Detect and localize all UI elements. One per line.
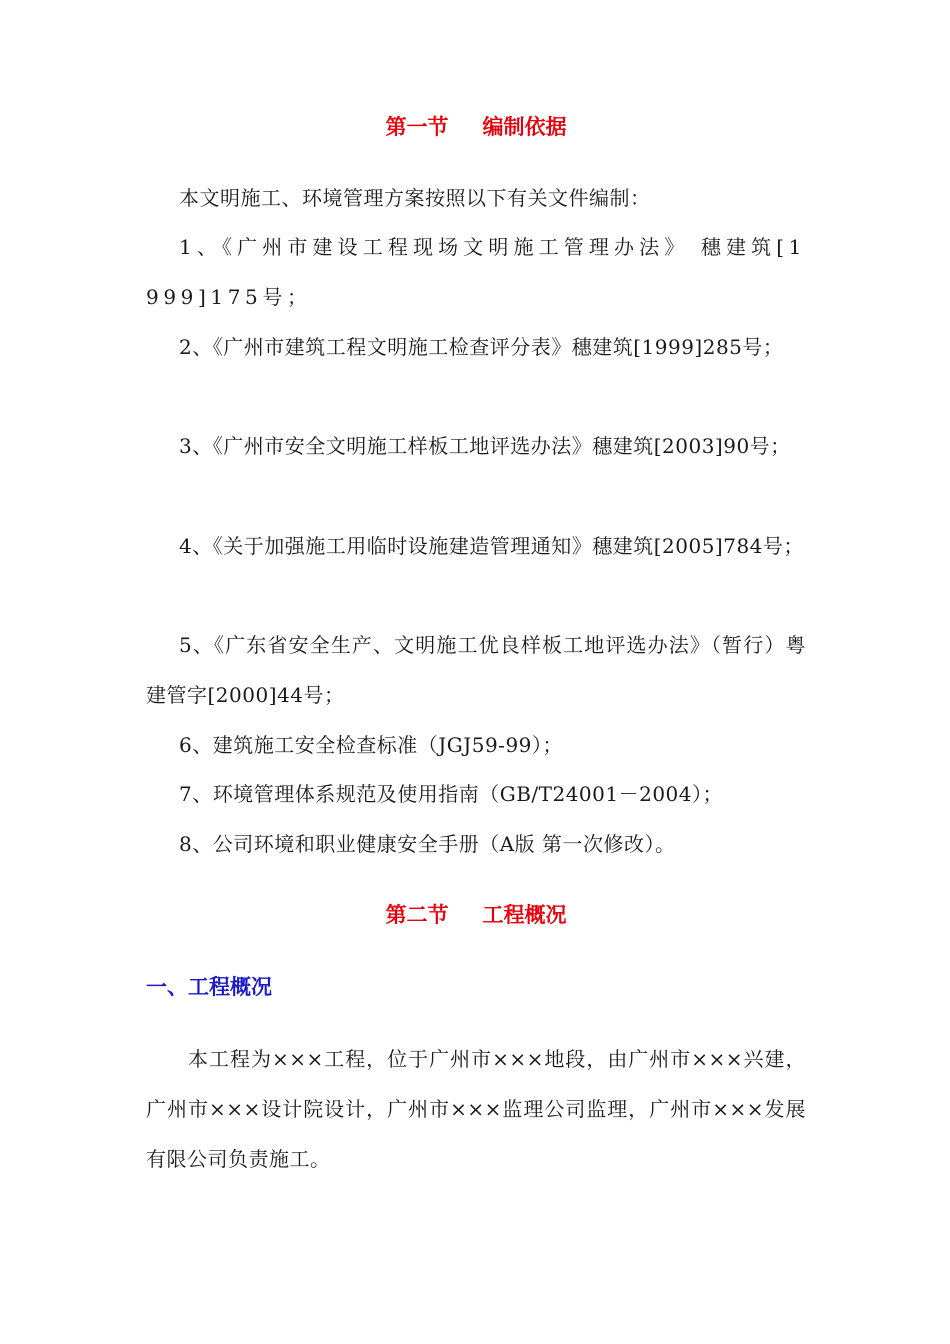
list-item-7: 7、环境管理体系规范及使用指南（GB/T24001－2004）； — [179, 782, 723, 806]
intro-paragraph: 本文明施工、环境管理方案按照以下有关文件编制： — [179, 186, 651, 210]
section-heading-2 — [146, 900, 806, 930]
list-item-5: 5、《广东省安全生产、文明施工优良样板工地评选办法》（暂行）粤建管字[2000]44号； — [146, 633, 806, 707]
section-number: 第一节 — [385, 115, 449, 139]
section-title-text: 工程概况 — [482, 903, 567, 927]
section-title-text: 编制依据 — [482, 115, 567, 139]
list-item-1: 1、《广州市建设工程现场文明施工管理办法》 穗建筑[1999]175号； — [146, 235, 806, 309]
section-number: 第二节 — [385, 903, 449, 927]
section-heading-1 — [146, 112, 806, 142]
list-item-2: 2、《广州市建筑工程文明施工检查评分表》穗建筑[1999]285号； — [179, 335, 784, 359]
list-item-4: 4、《关于加强施工用临时设施建造管理通知》穗建筑[2005]784号； — [179, 534, 804, 558]
list-item-6: 6、建筑施工安全检查标准（JGJ59-99）； — [179, 733, 563, 757]
subsection-heading: 一、工程概况 — [146, 975, 272, 999]
list-item-8: 8、公司环境和职业健康安全手册（A版 第一次修改）。 — [179, 832, 676, 856]
list-item-3: 3、《广州市安全文明施工样板工地评选办法》穗建筑[2003]90号； — [179, 434, 791, 458]
overview-paragraph: 本工程为×××工程，位于广州市×××地段，由广州市×××兴建，广州市×××设计院设计，广州市×××监理公司监理，广州市×××发展有限公司负责施工。 — [146, 1047, 806, 1171]
